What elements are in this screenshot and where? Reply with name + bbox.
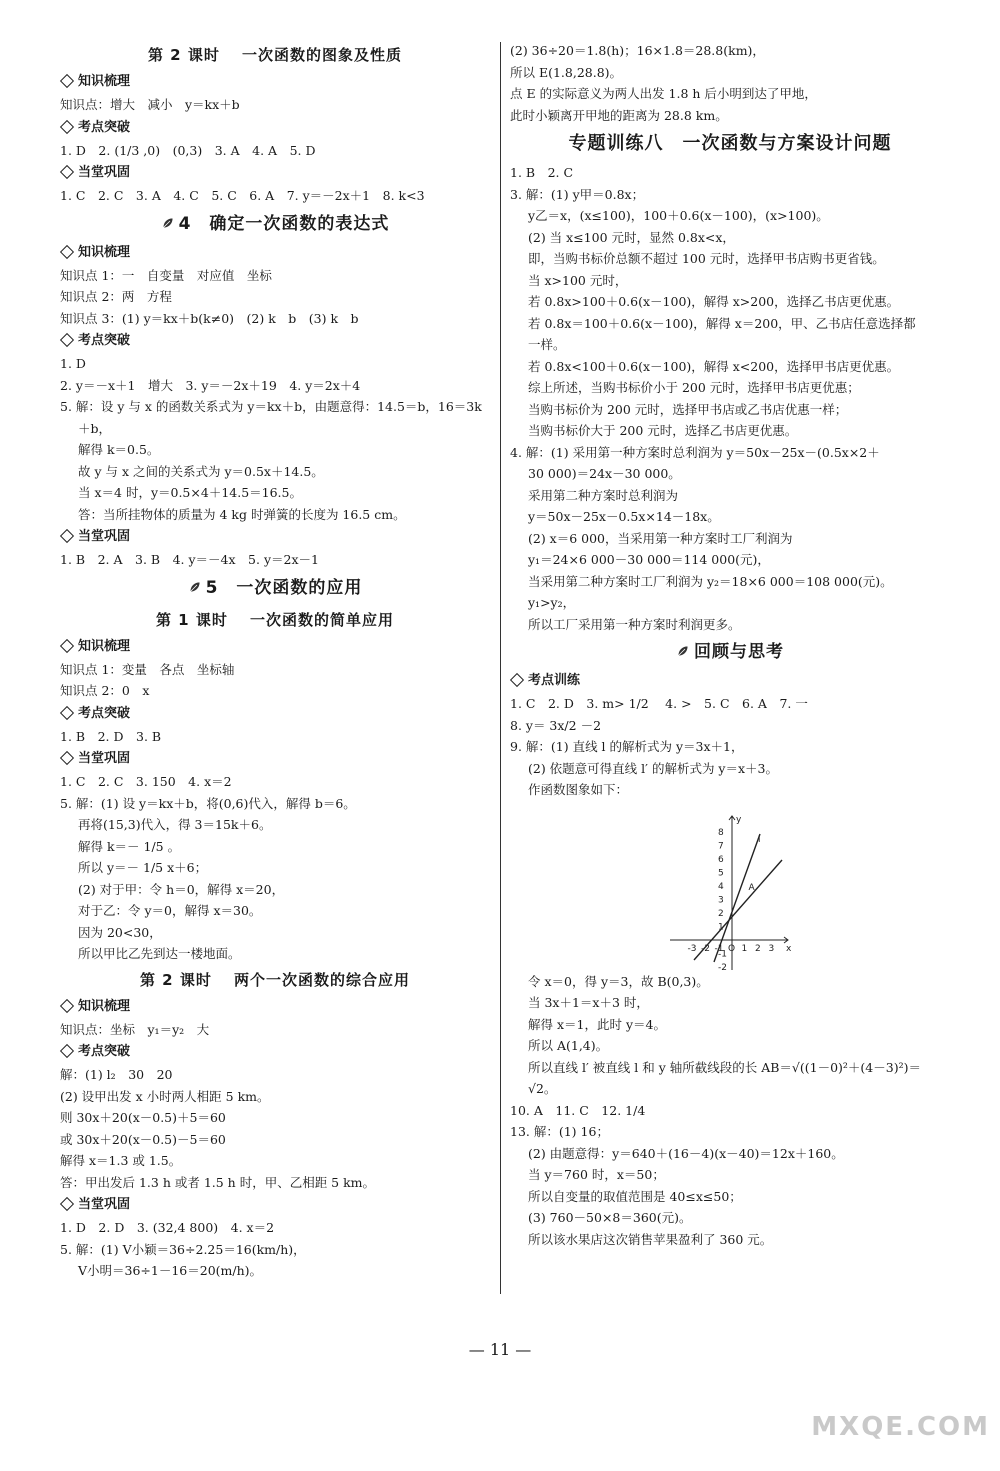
section-heading [60, 747, 490, 771]
answer-line: 或 30x＋20(x－0.5)－5＝60 [60, 1131, 226, 1147]
answer-line: 当购书标价大于 200 元时，选择乙书店更优惠。 [528, 423, 798, 438]
answer-line: 5. 解：设 y 与 x 的函数关系式为 y＝kx＋b，由题意得：14.5＝b，16＝3k [60, 399, 482, 414]
y-tick-label: 4 [718, 882, 724, 892]
column-divider [500, 42, 501, 1294]
y-tick-label: 8 [718, 828, 724, 838]
answer-line: 知识点：坐标 y₁＝y₂ 大 [60, 1021, 210, 1037]
chapter-title-text: 5 一次函数的应用 [205, 577, 363, 598]
leaf-icon [161, 216, 175, 230]
y-tick-label: -1 [718, 949, 727, 960]
answer-line: (2) 由题意得：y＝640＋(16－4)(x－40)＝12x＋160。 [528, 1145, 844, 1161]
answer-line: 当采用第二种方案时工厂利润为 y₂＝18×6 000＝108 000(元)。 [528, 573, 893, 589]
answer-line: 所以甲比乙先到达一楼地面。 [78, 946, 241, 961]
x-tick-label: 1 [741, 944, 748, 954]
answer-line: (2) 36÷20＝1.8(h)；16×1.8＝28.8(km)， [510, 43, 765, 58]
chapter-title [510, 126, 950, 162]
answer-line: 1. B 2. D 3. B [60, 728, 162, 744]
diamond-icon [60, 751, 74, 765]
y-tick-label: 2 [718, 909, 724, 919]
answer-line: 8. y＝ 3x/2 －2 [510, 717, 602, 733]
answer-line: 当 x>100 元时， [528, 272, 628, 288]
section-heading [60, 1193, 490, 1217]
answer-line: 即，当购书标价总额不超过 100 元时，选择甲书店购书更省钱。 [528, 251, 885, 266]
answer-line: 解得 k＝－ 1/5 。 [78, 838, 181, 854]
answer-line: 5. 解：(1) 设 y＝kx＋b，将(0,6)代入，解得 b＝6。 [60, 795, 356, 811]
y-tick-label: 6 [718, 855, 724, 865]
x-tick-label: 2 [755, 944, 761, 954]
answer-line: 所以 E(1.8,28.8)。 [510, 64, 623, 80]
section-heading-text: 考点突破 [78, 333, 131, 348]
diamond-icon [60, 1197, 74, 1211]
chapter-title [60, 571, 490, 605]
answer-line: 知识点 1：一 自变量 对应值 坐标 [60, 267, 272, 283]
section-heading-text: 考点突破 [78, 119, 131, 135]
answer-line: 2. y＝－x＋1 增大 3. y＝－2x＋19 4. y＝2x＋4 [60, 377, 361, 393]
answer-line: 知识点 2：两 方程 [60, 289, 172, 304]
answer-line: 所以自变量的取值范围是 40≤x≤50； [528, 1188, 742, 1204]
watermark: MXQE.COM [811, 1412, 990, 1442]
answer-line: 3. 解：(1) y甲＝0.8x； [510, 186, 645, 202]
section-heading-text: 考点突破 [78, 1044, 131, 1059]
diamond-icon [60, 244, 74, 258]
section-heading [510, 669, 950, 693]
answer-line: 知识点：增大 减小 y＝kx＋b [60, 97, 240, 112]
section-heading-text: 当堂巩固 [78, 751, 131, 766]
answer-line: 当 y＝760 时，x＝50； [528, 1167, 665, 1182]
answer-line: √2。 [528, 1081, 557, 1096]
x-tick-label: -3 [687, 944, 697, 954]
section-heading [60, 1040, 490, 1064]
x-tick-label: 3 [768, 944, 775, 954]
answer-line: (2) 当 x≤100 元时，显然 0.8x<x， [528, 229, 735, 245]
answer-line: 若 0.8x＝100＋0.6(x－100)，解得 x＝200，甲、乙书店任意选择都 [528, 315, 916, 331]
diamond-icon [60, 74, 74, 88]
diamond-icon [60, 998, 74, 1012]
diamond-icon [60, 165, 74, 179]
page-number: — 11 — [468, 1340, 532, 1359]
diamond-icon [60, 705, 74, 719]
answer-line: 对于乙：令 y＝0，解得 x＝30。 [78, 903, 262, 918]
section-heading-text: 当堂巩固 [78, 529, 131, 544]
answer-line: 1. D [60, 356, 86, 371]
answer-line: V小明＝36÷1－16＝20(m/h)。 [78, 1263, 263, 1278]
section-heading [60, 70, 490, 94]
answer-line: y₁＝24×6 000－30 000＝114 000(元)， [528, 552, 770, 567]
diamond-icon [510, 673, 524, 687]
answer-line: 4. 解：(1) 采用第一种方案时总利润为 y＝50x－25x－(0.5x×2＋ [510, 444, 880, 460]
y-tick-label: 1 [718, 922, 724, 933]
answer-line: 解：(1) l₂ 30 20 [60, 1067, 173, 1082]
leaf-icon [676, 644, 690, 658]
answer-line: (2) 依题意可得直线 l′ 的解析式为 y＝x＋3。 [528, 760, 779, 776]
section-heading-text: 当堂巩固 [78, 1197, 131, 1212]
answer-line: 1. C 2. C 3. 150 4. x＝2 [60, 774, 232, 789]
section-heading-text: 知识梳理 [78, 244, 131, 260]
line-l-label: l [758, 835, 761, 845]
answer-line: 令 x＝0，得 y＝3，故 B(0,3)。 [528, 973, 709, 989]
answer-line: 知识点 3：(1) y＝kx＋b(k≠0) (2) k b (3) k b [60, 310, 359, 326]
lesson-title: 第 1 课时 一次函数的简单应用 [155, 610, 395, 629]
lesson-title: 第 2 课时 一次函数的图象及性质 [147, 46, 403, 64]
answer-line: 答：甲出发后 1.3 h 或者 1.5 h 时，甲、乙相距 5 km。 [60, 1174, 376, 1190]
answer-line: (2) 设甲出发 x 小时两人相距 5 km。 [60, 1088, 270, 1104]
answer-line: 此时小颖离开甲地的距离为 28.8 km。 [510, 107, 728, 123]
diamond-icon [60, 333, 74, 347]
answer-line: 所以 A(1,4)。 [528, 1038, 609, 1053]
answer-line: 因为 20<30， [78, 924, 162, 940]
answer-line: y＝50x－25x－0.5x×14－18x。 [528, 509, 720, 524]
answer-line: 若 0.8x<100＋0.6(x－100)，解得 x<200，选择甲书店更优惠。 [528, 358, 900, 374]
section-heading [60, 525, 490, 549]
answer-line: 作函数图象如下： [528, 782, 629, 797]
answer-line: (2) 对于甲：令 h＝0，解得 x＝20， [78, 881, 285, 897]
x-axis-label: x [786, 944, 792, 954]
section-heading-text: 知识梳理 [78, 74, 131, 89]
left-column [60, 40, 490, 1282]
answer-line: (2) x＝6 000，当采用第一种方案时工厂利润为 [528, 530, 793, 546]
answer-line: 点 E 的实际意义为两人出发 1.8 h 后小明到达了甲地， [510, 86, 817, 101]
answer-line: 1. B 2. A 3. B 4. y＝－4x 5. y＝2x－1 [60, 552, 319, 567]
answer-line: 解得 k＝0.5。 [78, 442, 160, 457]
answer-line: 知识点 2：0 x [60, 683, 150, 698]
answer-line: 所以该水果店这次销售苹果盈利了 360 元。 [528, 1231, 773, 1247]
diamond-icon [60, 638, 74, 652]
answer-line: 一样。 [528, 337, 566, 352]
answer-line: 30 000)＝24x－30 000。 [528, 466, 681, 481]
chapter-title-text: 回顾与思考 [694, 642, 784, 662]
answer-line: 13. 解：(1) 16； [510, 1124, 609, 1139]
section-heading [60, 702, 490, 726]
chapter-title-text: 专题训练八 一次函数与方案设计问题 [568, 133, 892, 154]
section-heading [60, 116, 490, 140]
answer-line: (3) 760－50×8＝360(元)。 [528, 1210, 692, 1225]
section-heading [60, 995, 490, 1019]
right-column [510, 40, 950, 1250]
lesson-title: 第 2 课时 两个一次函数的综合应用 [139, 970, 411, 989]
answer-line: 知识点 1：变量 各点 坐标轴 [60, 661, 235, 677]
section-heading [60, 635, 490, 659]
y-tick-label: 7 [718, 841, 724, 852]
answer-line: 1. C 2. D 3. m> 1/2 4. > 5. C 6. A 7. 一 [510, 696, 808, 711]
y-tick-label: 3 [718, 895, 724, 906]
answer-line: 故 y 与 x 之间的关系式为 y＝0.5x＋14.5。 [78, 463, 324, 479]
section-heading-text: 当堂巩固 [78, 165, 131, 180]
x-tick-label: -1 [714, 944, 724, 954]
answer-line: 解得 x＝1，此时 y＝4。 [528, 1016, 666, 1032]
answer-line: 1. C 2. C 3. A 4. C 5. C 6. A 7. y＝－2x＋1 8. k<3 [60, 188, 425, 203]
answer-line: 1. D 2. (1/3 ,0) (0,3) 3. A 4. A 5. D [60, 142, 316, 158]
section-heading [60, 161, 490, 185]
answer-line: ＋b， [78, 420, 112, 436]
section-heading [60, 241, 490, 265]
answer-line: y₁>y₂， [528, 595, 576, 610]
answer-line: y乙＝x，(x≤100)，100＋0.6(x－100)，(x>100)。 [528, 208, 829, 223]
chapter-title-text: 4 确定一次函数的表达式 [178, 213, 390, 234]
section-heading-text: 考点突破 [78, 705, 131, 721]
answer-line: 10. A 11. C 12. 1/4 [510, 1102, 646, 1118]
diamond-icon [60, 529, 74, 543]
answer-line: 1. D 2. D 3. (32,4 800) 4. x＝2 [60, 1220, 275, 1235]
diamond-icon [60, 119, 74, 133]
y-axis-label: y [736, 815, 742, 825]
answer-line: 综上所述，当购书标价小于 200 元时，选择甲书店更优惠； [528, 380, 860, 395]
answer-line: 解得 x＝1.3 或 1.5。 [60, 1153, 182, 1168]
chapter-title [510, 635, 950, 669]
answer-line: 所以直线 l′ 被直线 l 和 y 轴所截线段的长 AB＝√((1－0)²＋(4－3)²)＝ [528, 1059, 921, 1075]
answer-line: 5. 解：(1) V小颖＝36÷2.25＝16(km/h)， [60, 1241, 306, 1257]
answer-line: 当购书标价为 200 元时，选择甲书店或乙书店优惠一样； [528, 401, 848, 417]
answer-line: 若 0.8x>100＋0.6(x－100)，解得 x>200，选择乙书店更优惠。 [528, 294, 900, 309]
point-a-label: A [748, 883, 755, 893]
section-heading-text: 知识梳理 [78, 638, 131, 654]
function-graph [670, 812, 790, 972]
diamond-icon [60, 1044, 74, 1058]
section-heading [60, 329, 490, 353]
answer-line: 1. B 2. C [510, 165, 574, 180]
y-tick-label: -2 [718, 963, 727, 973]
answer-line: 所以工厂采用第一种方案时利润更多。 [528, 616, 741, 632]
answer-line: 所以 y＝－ 1/5 x＋6； [78, 860, 208, 875]
answer-line: 再将(15,3)代入，得 3＝15k＋6。 [78, 817, 272, 832]
x-tick-label: -2 [701, 944, 710, 954]
answer-line: 采用第二种方案时总利润为 [528, 487, 679, 503]
answer-line: 当 3x＋1＝x＋3 时， [528, 995, 649, 1010]
leaf-icon [188, 580, 202, 594]
section-heading-text: 考点训练 [528, 673, 581, 688]
chapter-title [60, 207, 490, 241]
answer-line: 则 30x＋20(x－0.5)＋5＝60 [60, 1110, 226, 1125]
answer-line: 答：当所挂物体的质量为 4 kg 时弹簧的长度为 16.5 cm。 [78, 506, 406, 522]
section-heading-text: 知识梳理 [78, 998, 131, 1014]
x-tick-label: O [728, 944, 736, 954]
y-tick-label: 5 [718, 868, 724, 879]
answer-line: 9. 解：(1) 直线 l 的解析式为 y＝3x＋1， [510, 739, 744, 754]
answer-line: 当 x＝4 时，y＝0.5×4＋14.5＝16.5。 [78, 485, 302, 500]
